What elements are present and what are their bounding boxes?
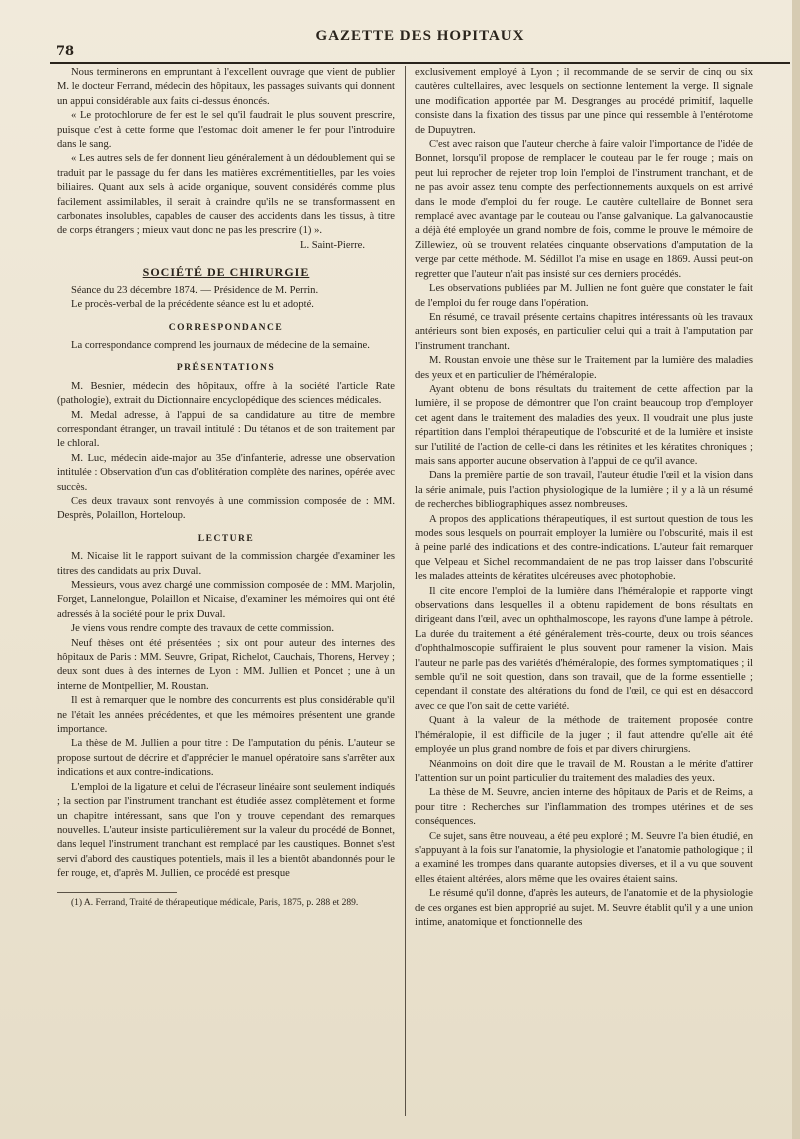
- paragraph: La thèse de M. Seuvre, ancien interne des hôpitaux de Paris et de Reims, a pour titre : Recherches sur l'inflammation des trompes utérines et de ses conséquences.: [415, 787, 753, 828]
- section-title-lecture: LECTURE: [197, 533, 255, 544]
- paragraph: Dans la première partie de son travail, l'auteur étudie l'œil et la vision dans la série animale, puis l'action physiologique de la lumière ; il y a là un résumé de recherches bibliographiques assez nombreuses.: [415, 470, 753, 511]
- paragraph: Il cite encore l'emploi de la lumière dans l'héméralopie et rapporte vingt observations dans lesquelles il a obtenu rapidement de bons résultats en dirigeant dans l'œil, avec un ophthalmoscope, les rayons d'une lampe à pétrole. La durée du traitement a été généralement très-courte, deux ou trois séances d'ophthalmoscopie suffiraient le plus souvent pour ramener la vision. Mais l'auteur ne parle pas des variétés d'héméralopie, des formes symptomatiques ; il semble qu'il ne soit question, dans son travail, que de la forme essentielle ; cependant il constate des altérations du fond de l'œil, ce qui est en désaccord avec ce que l'on sait de cette variété.: [415, 585, 753, 712]
- paragraph: Nous terminerons en empruntant à l'excellent ouvrage que vient de publier M. le docteur Ferrand, médecin des hôpitaux, les passages suivants qui donnent un appui considérable aux faits ci-dessus énoncés.: [57, 67, 395, 107]
- session-line: Séance du 23 décembre 1874. — Présidence de M. Perrin.: [71, 284, 319, 296]
- section-title-society: SOCIÉTÉ DE CHIRURGIE: [142, 265, 310, 280]
- footnote: (1) A. Ferrand, Traité de thérapeutique médicale, Paris, 1875, p. 288 et 289.: [71, 897, 359, 908]
- paragraph: M. Roustan envoie une thèse sur le Traitement par la lumière des maladies des yeux et en particulier de l'héméralopie.: [415, 355, 753, 381]
- paragraph: M. Nicaise lit le rapport suivant de la commission chargée d'examiner les titres des candidats au prix Duval.: [57, 551, 395, 577]
- page-number: 78: [56, 44, 75, 59]
- page-header: [50, 28, 790, 64]
- paragraph: M. Luc, médecin aide-major au 35e d'infanterie, adresse une observation intitulée : Observation d'un cas d'oblitération complète des narines, opérée avec succès.: [57, 452, 395, 493]
- paragraph: Ce sujet, sans être nouveau, a été peu exploré ; M. Seuvre l'a bien étudié, en s'appuyant à la fois sur l'anatomie, la physiologie et l'anatomie pathologique ; il a examiné les trompes dans quarante autopsies diverses, et il a vu que souvent elles étaient altérées, alors même que les ovaires étaient sains.: [415, 830, 753, 885]
- paragraph: « Le protochlorure de fer est le sel qu'il faudrait le plus souvent prescrire, puisque c'est à cette forme que l'estomac doit amener le fer pour l'introduire dans le sang.: [57, 110, 395, 151]
- paragraph: Néanmoins on doit dire que le travail de M. Roustan a le mérite d'attirer l'attention sur un point particulier du traitement des maladies des yeux.: [415, 758, 753, 784]
- paragraph: Ayant obtenu de bons résultats du traitement de cette affection par la lumière, il se propose de démontrer que l'on craint beaucoup trop d'employer cet agent dans le traitement des maladies des yeux. Il voudrait une plus juste répartition dans l'emploi thérapeutique de l'obscurité et de la lumière et insiste sur l'utilité de l'action de celle-ci dans les rétinites et les kératites chroniques ; mais sans apporter aucune observation à l'appui de ce qu'il avance.: [415, 383, 753, 467]
- section-title-correspondance: CORRESPONDANCE: [168, 322, 284, 333]
- page-edge: [792, 0, 800, 1139]
- paragraph: « Les autres sels de fer donnent lieu généralement à un dédoublement qui se traduit par le passage du fer dans les matières excrémentitielles, par les voies biliaires. Quant aux sels à acide organique, souvent considérés comme plus facilement assimilables, il serait à craindre qu'ils ne se transformassent en carbonates insolubles, capables de causer des accidents dans les tissus, à titre de corps étrangers ; mieux vaut donc ne pas les prescrire (1) ».: [57, 153, 395, 237]
- paragraph: Messieurs, vous avez chargé une commission composée de : MM. Marjolin, Forget, Lannelongue, Polaillon et Nicaise, d'examiner les mémoires qui ont été adressés à la société pour le prix Duval.: [57, 580, 395, 620]
- paragraph: M. Medal adresse, à l'appui de sa candidature au titre de membre correspondant étranger, un travail intitulé : Du tétanos et de son traitement par le chloral.: [57, 409, 395, 450]
- paragraph: La thèse de M. Jullien a pour titre : De l'amputation du pénis. L'auteur se propose surtout de décrire et d'apprécier le manuel opératoire sans s'arrêter aux indications et aux contre-indications.: [57, 738, 395, 779]
- right-column: [415, 66, 753, 1116]
- paragraph: Neuf thèses ont été présentées ; six ont pour auteur des internes des hôpitaux de Paris : MM. Seuvre, Gripat, Richelot, Cauchais, Thorens, Hervey ; deux sont dues à des internes de Lyon : MM. Jullien et Poncet ; une à un interne de Montpellier, M. Roustan.: [57, 637, 395, 692]
- paragraph: Il est à remarquer que le nombre des concurrents est plus considérable qu'il ne l'était les années précédentes, et que les mémoires présentent une grande importance.: [57, 695, 395, 736]
- paragraph: La correspondance comprend les journaux de médecine de la semaine.: [71, 339, 370, 351]
- paragraph: Les observations publiées par M. Jullien ne font guère que constater le fait de l'emploi du fer rouge dans l'opération.: [415, 283, 753, 309]
- minutes-line: Le procès-verbal de la précédente séance est lu et adopté.: [71, 299, 314, 311]
- paragraph: Le résumé qu'il donne, d'après les auteurs, de l'anatomie et de la physiologie de ces organes est bien approprié au sujet. M. Seuvre établit qu'il y a une union intime, anatomique et fonctionnelle des: [415, 888, 753, 928]
- column-divider: [405, 66, 406, 1116]
- journal-title: GAZETTE DES HOPITAUX: [315, 28, 525, 44]
- paragraph: Quant à la valeur de la méthode de traitement proposée contre l'héméralopie, il est difficile de la juger ; il faut attendre qu'elle ait été employée un plus grand nombre de fois et par divers chirurgiens.: [415, 715, 753, 756]
- left-column: [57, 66, 395, 1116]
- paragraph: A propos des applications thérapeutiques, il est surtout question de tous les modes sous lesquels on pourrait employer la lumière ou l'obscurité, mais il est à peine parlé des indications et des contre-indications. L'auteur fait remarquer que Velpeau et Sichel recommandaient de ne pas trop laisser dans l'obscurité les malades atteints de kératites ulcéreuses avec photophobie.: [415, 513, 753, 583]
- paragraph: C'est avec raison que l'auteur cherche à faire valoir l'importance de l'idée de Bonnet, lorsqu'il propose de remplacer le couteau par le fer rouge ; mais on peut lui reprocher de rejeter trop loin l'emploi de l'instrument tranchant, et de ne pas avoir assez tenu compte des perfectionnements auxquels on est arrivé dans le mode d'emploi du fer rouge. Le cautère cultellaire de Bonnet sera remplacé avec avantage par le couteau ou l'anse galvanique. La galvanocaustie a déjà été employée un grand nombre de fois, comme le prouve le mémoire de Zillewiez, où se trouvent relatées cinquante observations d'amputation de la verge par cette méthode. M. Sédillot l'a mise en usage en 1869. Aussi peut-on regretter que l'auteur n'ait pas insisté sur ces derniers procédés.: [415, 139, 753, 280]
- section-title-presentations: PRÉSENTATIONS: [176, 363, 276, 374]
- footnote-rule: [57, 892, 177, 893]
- paragraph: Je viens vous rendre compte des travaux de cette commission.: [71, 623, 335, 635]
- paragraph: L'emploi de la ligature et celui de l'écraseur linéaire sont seulement indiqués ; la section par l'instrument tranchant est étudiée assez complètement et forme un chapitre intéressant, sans que l'on y trouve cependant des remarques nouvelles. L'auteur insiste particulièrement sur la valeur du procédé de Bonnet, dans lequel l'instrument tranchant est remplacé par les caustiques. Bonnet s'est servi d'abord des caustiques potentiels, mais il les a bientôt abandonnés pour le fer rouge, et, d'après M. Jullien, ce procédé est presque: [57, 781, 395, 880]
- paragraph: En résumé, ce travail présente certains chapitres intéressants où les travaux antérieurs sont bien exposés, en particulier celui qui a trait à l'amputation par l'instrument tranchant.: [415, 311, 753, 352]
- signature: L. Saint-Pierre.: [299, 239, 365, 251]
- paragraph: M. Besnier, médecin des hôpitaux, offre à la société l'article Rate (pathologie), extrait du Dictionnaire encyclopédique des sciences médicales.: [57, 380, 395, 407]
- paragraph: exclusivement employé à Lyon ; il recommande de se servir de cinq ou six cautères cultellaires, avec lesquels on sectionne lentement la verge. Il signale une modification apportée par M. Desgranges au procédé primitif, laquelle consiste dans la fixation des tissus par une pince qui ressemble à l'entérotome de Dupuytren.: [415, 67, 753, 136]
- paragraph: Ces deux travaux sont renvoyés à une commission composée de : MM. Desprès, Polaillon, Horteloup.: [57, 495, 395, 522]
